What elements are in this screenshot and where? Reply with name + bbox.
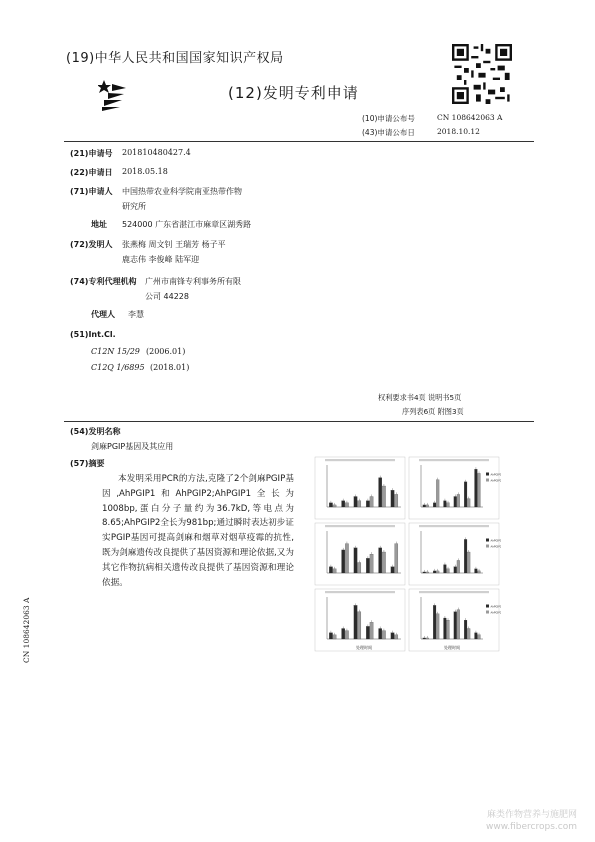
- bar: [333, 635, 336, 639]
- page-counts-line2: 序列表6页 附图3页: [402, 407, 464, 416]
- header-divider: [64, 141, 534, 142]
- bar: [358, 612, 361, 639]
- bar: [345, 544, 348, 573]
- publication-date: 2018.10.12: [437, 127, 480, 136]
- bar: [433, 571, 436, 573]
- bar: [382, 486, 385, 507]
- legend-swatch: [486, 611, 489, 614]
- side-publication-code: CN 108642063 A: [22, 597, 31, 663]
- bar: [382, 552, 385, 573]
- bar: [366, 501, 369, 507]
- bar: [329, 567, 332, 573]
- bar: [342, 550, 345, 573]
- legend-swatch: [486, 473, 489, 476]
- address: 524000 广东省湛江市麻章区湖秀路: [122, 220, 252, 229]
- application-number: 201810480427.4: [122, 148, 191, 157]
- body-divider: [64, 421, 534, 422]
- bar: [454, 497, 457, 508]
- bar: [444, 501, 447, 507]
- bar: [475, 569, 478, 573]
- bar: [395, 635, 398, 639]
- bar: [436, 614, 439, 639]
- legend-swatch: [486, 479, 489, 482]
- bar: [395, 544, 398, 573]
- figure-panel-6: [409, 589, 501, 651]
- bar: [426, 638, 429, 639]
- panel-frame: [315, 457, 405, 519]
- watermark-url: www.fibercrops.com: [486, 822, 577, 832]
- page-counts-line1: 权利要求书4页 说明书5页: [378, 393, 462, 402]
- bar: [395, 494, 398, 507]
- inventors-line2: 鹿志伟 李俊峰 陆军迎: [122, 255, 200, 264]
- bar: [345, 631, 348, 639]
- x-axis-label: 处理时间: [444, 645, 460, 650]
- bar: [464, 620, 467, 639]
- bar: [447, 569, 450, 573]
- bar: [358, 563, 361, 574]
- bar: [379, 629, 382, 640]
- applicant-name-line1: 中国热带农业科学院南亚热带作物: [122, 187, 242, 196]
- bar: [478, 635, 481, 639]
- panel-caption: [419, 459, 489, 461]
- legend-label: AhPGIP1: [490, 539, 501, 543]
- bar: [354, 605, 357, 639]
- bar: [433, 605, 436, 639]
- panel-caption: [419, 591, 489, 593]
- bar: [391, 633, 394, 639]
- panel-frame: [409, 523, 499, 585]
- bar: [423, 638, 426, 639]
- bar: [475, 633, 478, 639]
- figure-panel-3: [315, 523, 405, 585]
- bar: [342, 629, 345, 640]
- agent-label: 代理人: [91, 310, 115, 319]
- legend-label: AhPGIP1: [490, 473, 501, 477]
- bar: [426, 572, 429, 573]
- bar: [370, 622, 373, 639]
- legend-label: AhPGIP2: [490, 611, 501, 615]
- applicant-name-line2: 研究所: [122, 202, 146, 211]
- patent-office-name: (19)中华人民共和国国家知识产权局: [66, 51, 284, 66]
- ipc-date-2: (2018.01): [150, 363, 190, 372]
- abstract-label: (57)摘要: [70, 459, 105, 468]
- address-label: 地址: [91, 220, 107, 229]
- panel-caption: [419, 525, 489, 527]
- bar: [464, 482, 467, 507]
- bar: [345, 503, 348, 507]
- bar: [379, 548, 382, 573]
- bar: [447, 620, 450, 639]
- patent-agency-line2: 公司 44228: [145, 292, 189, 301]
- bar: [426, 505, 429, 507]
- bar: [370, 497, 373, 508]
- bar: [454, 567, 457, 573]
- figure-panel-4: [409, 523, 501, 585]
- bar: [329, 633, 332, 639]
- x-axis-label: 处理时间: [356, 645, 372, 650]
- bar: [457, 560, 460, 573]
- bar: [457, 610, 460, 639]
- watermark-site-name: 麻类作物营养与施肥网: [486, 810, 577, 820]
- bar: [478, 473, 481, 507]
- bar: [433, 503, 436, 507]
- bar: [366, 626, 369, 639]
- bar: [447, 503, 450, 507]
- patent-agency-label: (74)专利代理机构: [70, 277, 137, 286]
- legend-label: AhPGIP1: [490, 605, 501, 609]
- panel-frame: [409, 457, 499, 519]
- ipc-date-1: (2006.01): [146, 347, 186, 356]
- agent-name: 李慧: [128, 310, 144, 319]
- inventor-label: (72)发明人: [70, 240, 113, 249]
- figure-panel-5: [315, 589, 405, 651]
- applicant-label: (71)申请人: [70, 187, 113, 196]
- ipc-label: (51)Int.Cl.: [70, 330, 116, 339]
- bar: [467, 499, 470, 507]
- bar: [329, 503, 332, 507]
- bar: [467, 552, 470, 573]
- abstract-figure: [313, 455, 501, 655]
- bar: [436, 571, 439, 573]
- bar: [391, 567, 394, 573]
- qr-code: [452, 44, 512, 104]
- legend-label: AhPGIP2: [490, 479, 501, 483]
- legend-swatch: [486, 605, 489, 608]
- bar: [391, 490, 394, 507]
- patent-agency-line1: 广州市南锋专利事务所有限: [145, 277, 241, 286]
- publication-number-label: (10)申请公布号: [362, 114, 415, 123]
- panel-frame: [315, 523, 405, 585]
- invention-title-label: (54)发明名称: [70, 427, 121, 436]
- bar: [423, 505, 426, 507]
- bar: [354, 497, 357, 508]
- ipc-code-1: C12N 15/29: [91, 347, 140, 356]
- legend-label: AhPGIP2: [490, 545, 501, 549]
- publication-number: CN 108642063 A: [437, 113, 503, 122]
- bar: [379, 478, 382, 507]
- bar: [444, 618, 447, 639]
- invention-title: 剑麻PGIP基因及其应用: [91, 442, 174, 451]
- bar: [475, 469, 478, 507]
- bar: [457, 494, 460, 507]
- bar: [444, 565, 447, 573]
- application-date: 2018.05.18: [122, 167, 168, 176]
- panel-caption: [325, 459, 395, 461]
- publication-date-label: (43)申请公布日: [362, 128, 415, 137]
- legend-swatch: [486, 539, 489, 542]
- ipc-code-2: C12Q 1/6895: [91, 363, 145, 372]
- bar: [370, 554, 373, 573]
- bar: [333, 505, 336, 507]
- document-type-title: (12)发明专利申请: [228, 84, 359, 102]
- application-number-label: (21)申请号: [70, 149, 113, 158]
- bar: [478, 571, 481, 573]
- legend-swatch: [486, 545, 489, 548]
- cnipa-logo: [98, 78, 128, 112]
- bar: [342, 501, 345, 507]
- bar: [423, 572, 426, 573]
- application-date-label: (22)申请日: [70, 168, 113, 177]
- bar: [436, 480, 439, 507]
- abstract-text: 本发明采用PCR的方法,克隆了2个剑麻PGIP基因,AhPGIP1和AhPGIP2;AhPGIP1全长为1008bp,蛋白分子量约为36.7kD,等电点为8.65;AhPGIP2全长为981bp;通过瞬时表达初步证实PGIP基因可提高剑麻和烟草对烟草疫霉的抗性,既为剑麻遗传改良提供了基因资源和理论依据,又为其它作物抗病相关遗传改良提供了基因资源和理论依据。: [102, 474, 294, 588]
- bar: [354, 548, 357, 573]
- bar: [464, 539, 467, 573]
- bar: [382, 631, 385, 639]
- inventors-line1: 张燕梅 周文钊 王瑞芳 杨子平: [122, 240, 226, 249]
- figure-panel-2: [409, 457, 501, 519]
- bar: [366, 558, 369, 573]
- bar: [454, 612, 457, 639]
- panel-caption: [325, 591, 395, 593]
- panel-caption: [325, 525, 395, 527]
- bar: [467, 629, 470, 640]
- bar: [358, 501, 361, 507]
- bar: [333, 569, 336, 573]
- figure-panel-1: [315, 457, 405, 519]
